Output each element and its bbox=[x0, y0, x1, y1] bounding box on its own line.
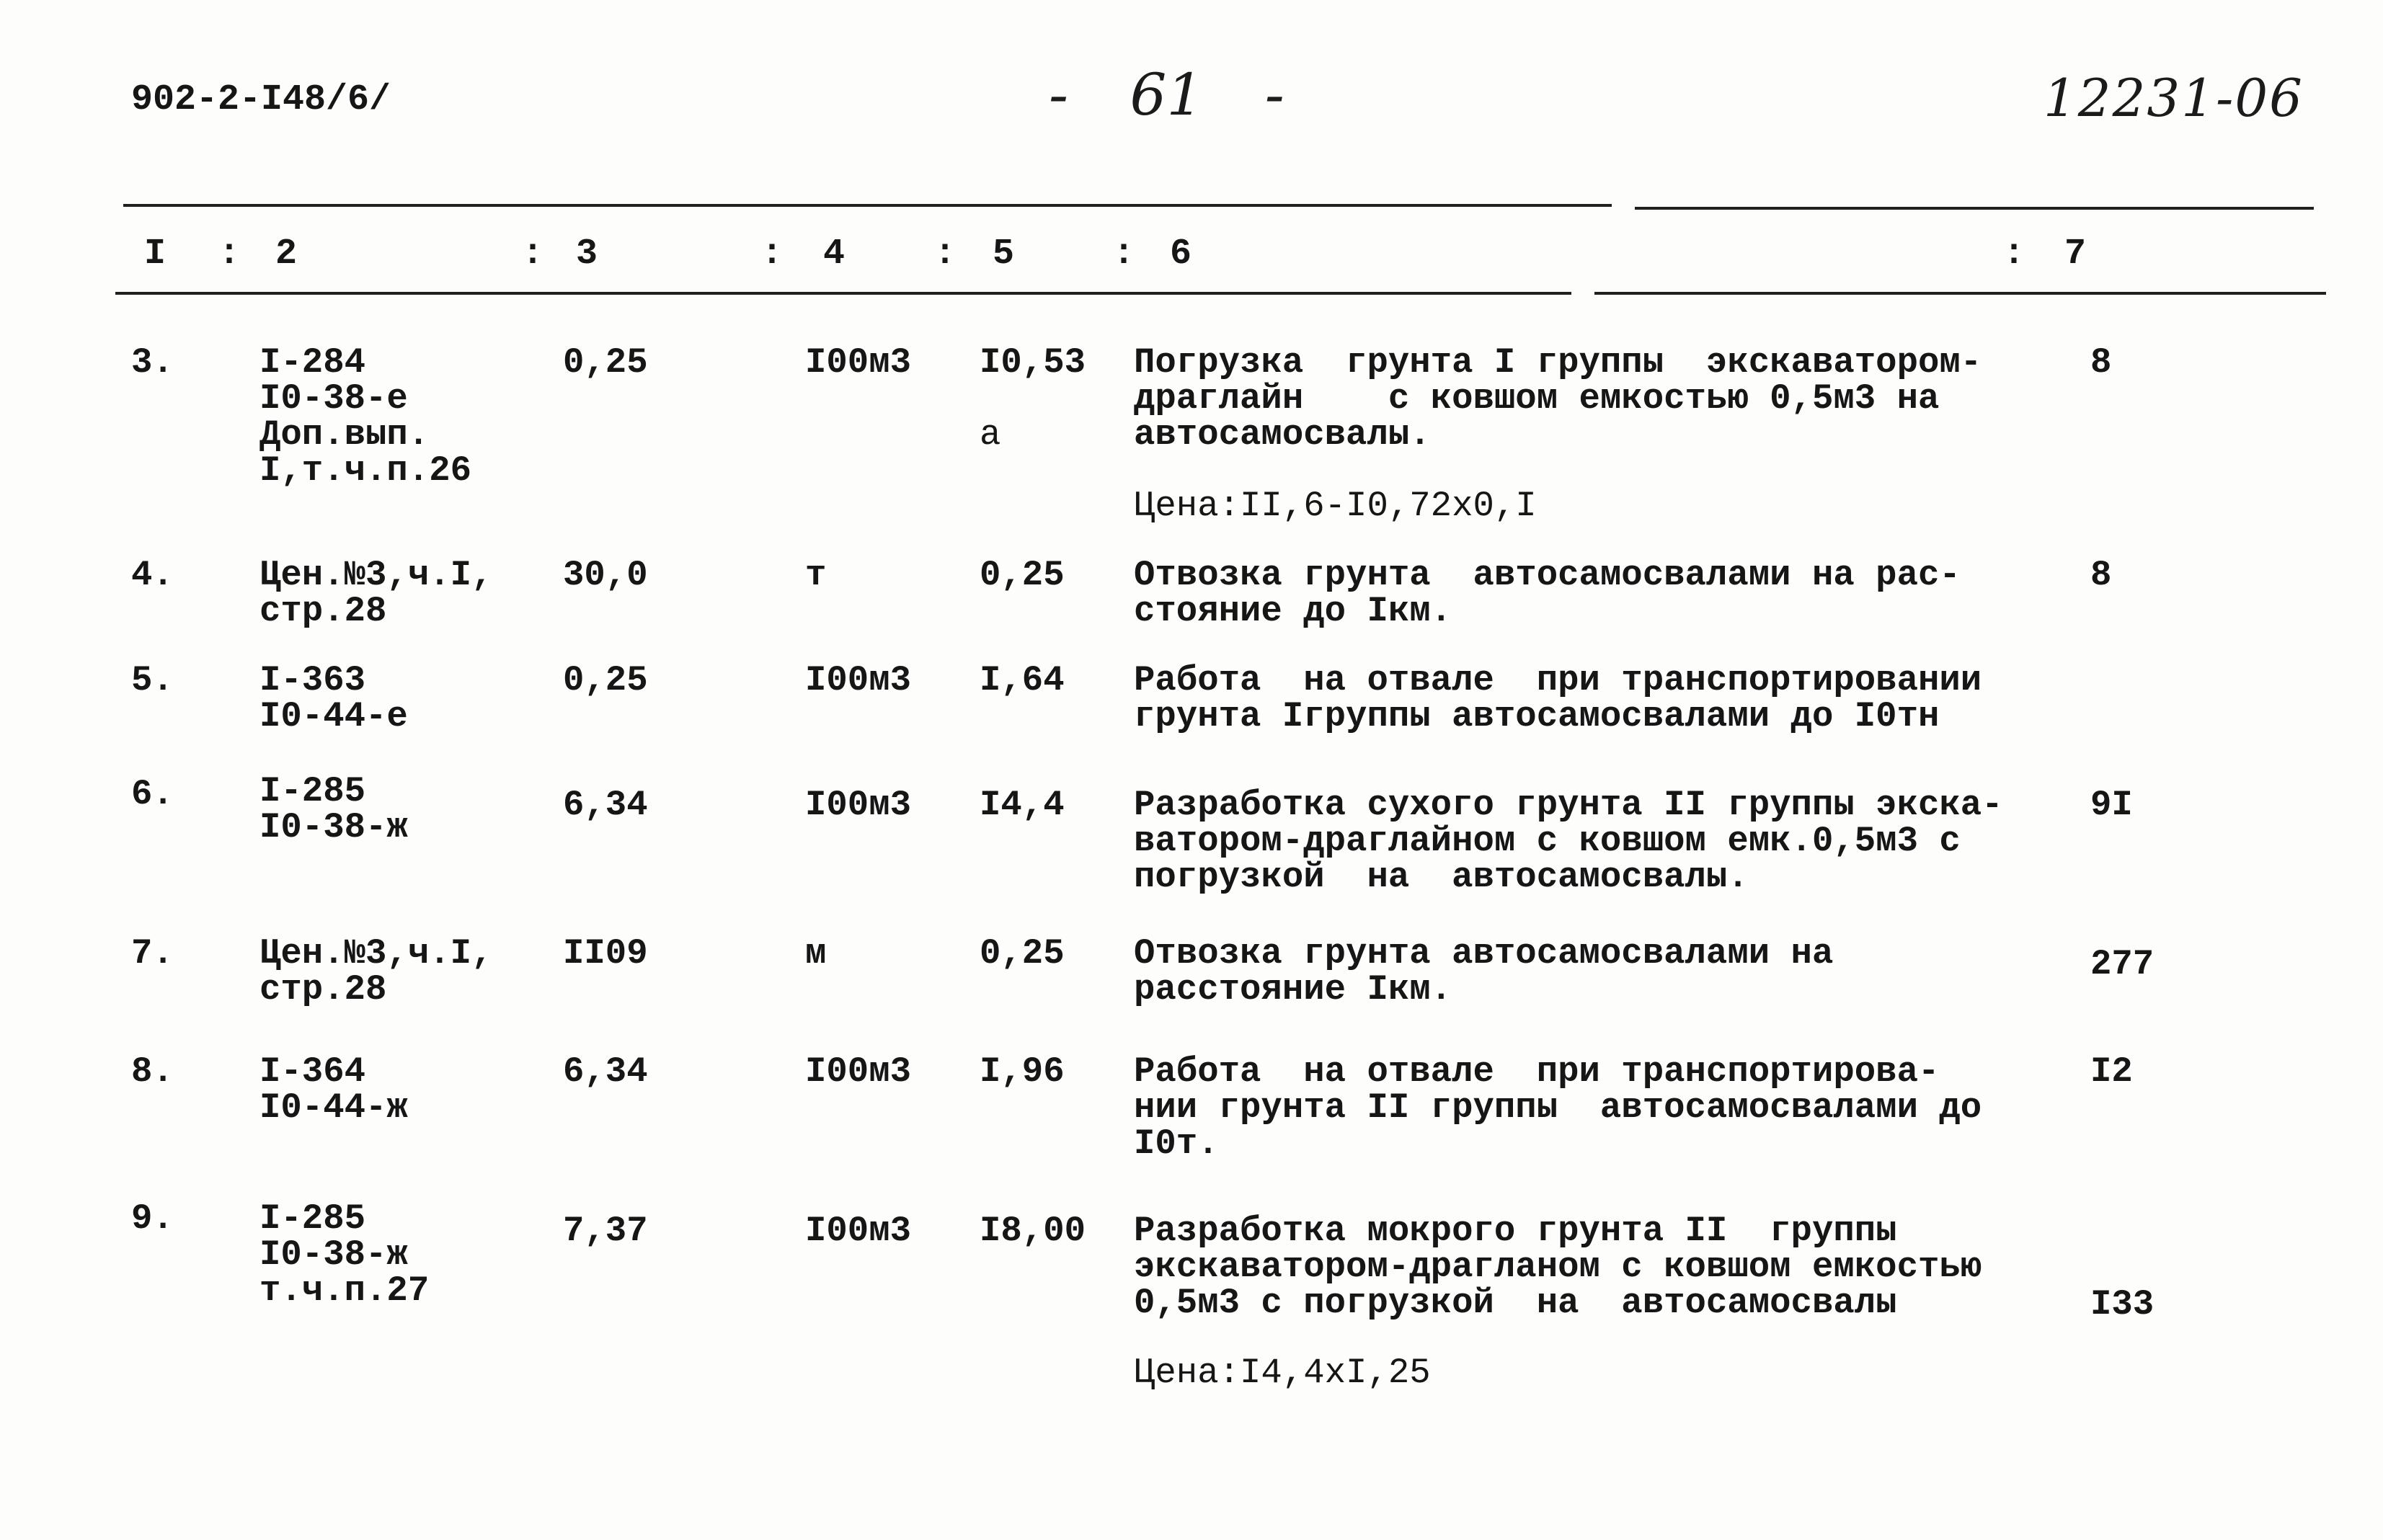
norm-reference: Цен.№3,ч.I, стр.28 bbox=[259, 555, 493, 631]
header-rule-right bbox=[1594, 292, 2326, 295]
price-calculation: Цена:II,6-I0,72х0,I bbox=[1134, 486, 1537, 526]
row-number: 5. bbox=[131, 660, 174, 700]
unit: I00м3 bbox=[805, 1211, 912, 1251]
total-cost: 9I bbox=[2090, 785, 2133, 825]
column-number: 7 bbox=[2064, 233, 2087, 275]
quantity: 30,0 bbox=[563, 555, 648, 595]
total-cost: 8 bbox=[2090, 555, 2112, 595]
row-number: 7. bbox=[131, 933, 174, 974]
quantity: 6,34 bbox=[563, 1051, 648, 1092]
unit-price: I4,4 bbox=[980, 785, 1065, 825]
header-rule-left bbox=[115, 292, 1571, 295]
top-rule-right bbox=[1635, 207, 2314, 210]
total-cost: I2 bbox=[2090, 1051, 2133, 1092]
unit: I00м3 bbox=[805, 342, 912, 383]
page-number: - 61 - bbox=[1049, 61, 1284, 128]
work-description: Разработка сухого грунта II группы экска- ватором-драглайном с ковшом емк.0,5м3 с погрузкой на автосамосвалы. bbox=[1134, 785, 2003, 897]
norm-reference: I-364 I0-44-ж bbox=[259, 1051, 408, 1128]
unit: I00м3 bbox=[805, 660, 912, 700]
work-description: Разработка мокрого грунта II группы экскаватором-драгланом с ковшом емкостью 0,5м3 с погрузкой на автосамосвалы bbox=[1134, 1211, 1982, 1323]
column-number: 6 bbox=[1170, 233, 1192, 275]
quantity: 0,25 bbox=[563, 342, 648, 383]
row-number: 8. bbox=[131, 1051, 174, 1092]
row-number: 4. bbox=[131, 555, 174, 595]
unit: т bbox=[805, 555, 827, 595]
column-number: 5 bbox=[993, 233, 1015, 275]
quantity: II09 bbox=[563, 933, 648, 974]
norm-reference: Цен.№3,ч.I, стр.28 bbox=[259, 933, 493, 1010]
document-code: 902-2-I48/6/ bbox=[131, 79, 391, 120]
unit-price-note: а bbox=[980, 414, 1001, 455]
unit: I00м3 bbox=[805, 1051, 912, 1092]
unit: I00м3 bbox=[805, 785, 912, 825]
column-separator: : bbox=[1113, 233, 1135, 275]
column-number: 4 bbox=[823, 233, 846, 275]
work-description: Отвозка грунта автосамосвалами на рас- стояние до Iкм. bbox=[1134, 555, 1961, 631]
work-description: Погрузка грунта I группы экскаватором- драглайн с ковшом емкостью 0,5м3 на автосамосвалы. bbox=[1134, 342, 1982, 455]
norm-reference: I-285 I0-38-ж bbox=[259, 771, 408, 847]
norm-reference: I-363 I0-44-е bbox=[259, 660, 408, 736]
column-number: 2 bbox=[275, 233, 298, 275]
unit-price: I0,53 bbox=[980, 342, 1086, 383]
norm-reference: I-285 I0-38-ж т.ч.п.27 bbox=[259, 1198, 430, 1311]
unit-price: I,96 bbox=[980, 1051, 1065, 1092]
quantity: 6,34 bbox=[563, 785, 648, 825]
quantity: 7,37 bbox=[563, 1211, 648, 1251]
total-cost: 8 bbox=[2090, 342, 2112, 383]
unit-price: I8,00 bbox=[980, 1211, 1086, 1251]
unit: м bbox=[805, 933, 827, 974]
total-cost: I33 bbox=[2090, 1284, 2155, 1325]
column-separator: : bbox=[934, 233, 957, 275]
total-cost: 277 bbox=[2090, 944, 2155, 984]
work-description: Работа на отвале при транспортировании грунта Iгруппы автосамосвалами до I0тн bbox=[1134, 660, 1982, 736]
column-number: 3 bbox=[576, 233, 598, 275]
work-description: Работа на отвале при транспортирова- нии грунта II группы автосамосвалами до I0т. bbox=[1134, 1051, 1982, 1164]
norm-reference: I-284 I0-38-е Доп.вып. I,т.ч.п.26 bbox=[259, 342, 472, 491]
top-rule-left bbox=[123, 204, 1612, 207]
column-separator: : bbox=[522, 233, 544, 275]
row-number: 6. bbox=[131, 774, 174, 814]
work-description: Отвозка грунта автосамосвалами на расстояние Iкм. bbox=[1134, 933, 1834, 1010]
sheet-number: 12231-06 bbox=[2043, 68, 2304, 128]
quantity: 0,25 bbox=[563, 660, 648, 700]
column-separator: : bbox=[761, 233, 784, 275]
price-calculation: Цена:I4,4хI,25 bbox=[1134, 1353, 1431, 1393]
column-number: I bbox=[144, 233, 167, 275]
row-number: 9. bbox=[131, 1198, 174, 1239]
column-separator: : bbox=[2003, 233, 2025, 275]
column-separator: : bbox=[218, 233, 241, 275]
unit-price: I,64 bbox=[980, 660, 1065, 700]
row-number: 3. bbox=[131, 342, 174, 383]
unit-price: 0,25 bbox=[980, 555, 1065, 595]
unit-price: 0,25 bbox=[980, 933, 1065, 974]
